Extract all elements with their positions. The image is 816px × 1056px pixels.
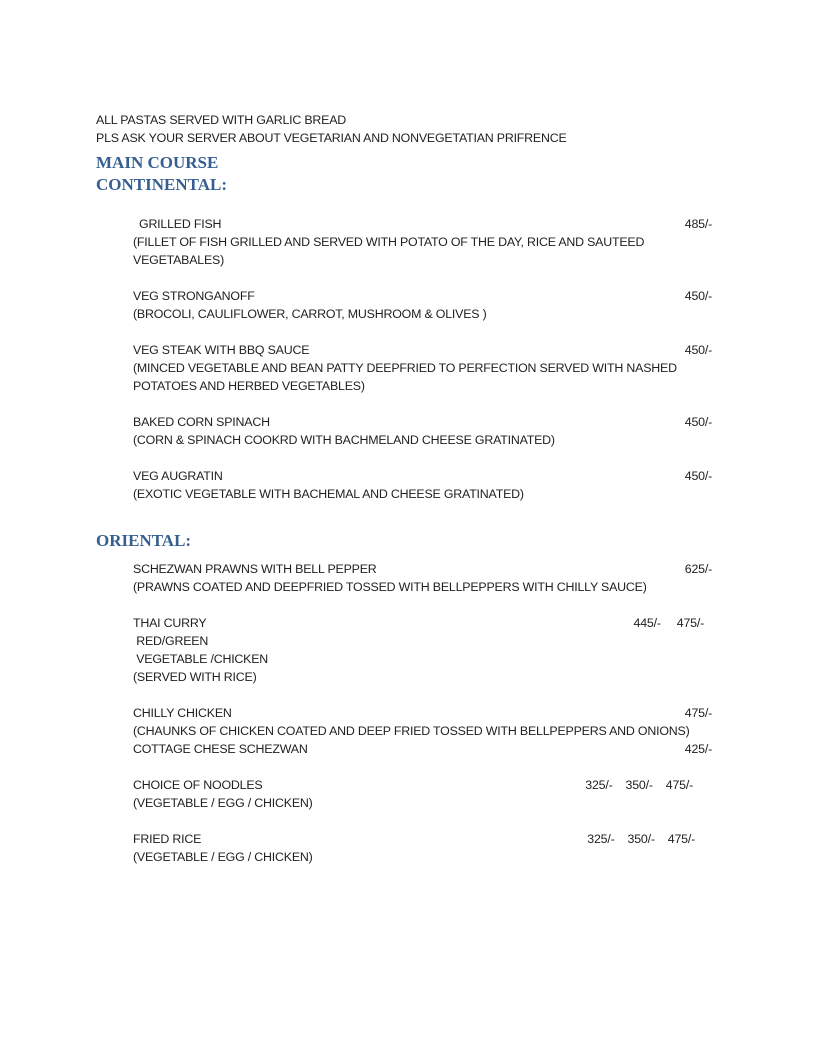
menu-item	[133, 467, 712, 503]
menu-item	[133, 341, 712, 395]
item-name: VEG STEAK WITH BBQ SAUCE	[133, 343, 310, 357]
note-line: ALL PASTAS SERVED WITH GARLIC BREAD	[96, 113, 347, 127]
item-price: 325/-	[585, 778, 613, 792]
item-price: 625/-	[684, 562, 712, 576]
item-description: (VEGETABLE / EGG / CHICKEN)	[133, 850, 313, 864]
item-description: (PRAWNS COATED AND DEEPFRIED TOSSED WITH BELLPEPPERS WITH CHILLY SAUCE)	[133, 580, 647, 594]
menu-item	[133, 287, 712, 323]
heading-oriental: ORIENTAL:	[96, 531, 192, 550]
oriental-section	[96, 560, 712, 866]
item-price: 350/-	[625, 778, 653, 792]
item-price: 475/-	[684, 706, 712, 720]
item-price: 475/-	[667, 832, 695, 846]
item-price: 450/-	[684, 343, 712, 357]
item-description: (FILLET OF FISH GRILLED AND SERVED WITH POTATO OF THE DAY, RICE AND SAUTEED	[133, 235, 645, 249]
item-description: POTATOES AND HERBED VEGETABLES)	[133, 379, 365, 393]
heading-continental: CONTINENTAL:	[96, 175, 227, 194]
item-price: 485/-	[684, 217, 712, 231]
item-description: (CORN & SPINACH COOKRD WITH BACHMELAND CHEESE GRATINATED)	[133, 433, 555, 447]
item-description: RED/GREEN	[133, 634, 209, 648]
menu-item	[133, 776, 712, 812]
item-price: 475/-	[665, 778, 693, 792]
continental-section	[96, 215, 712, 503]
item-name: CHOICE OF NOODLES	[133, 778, 263, 792]
item-price: 450/-	[684, 415, 712, 429]
item-description: (CHAUNKS OF CHICKEN COATED AND DEEP FRIED TOSSED WITH BELLPEPPERS AND ONIONS)	[133, 724, 690, 738]
menu-item	[133, 614, 712, 686]
heading-main-course: MAIN COURSE	[96, 153, 219, 172]
menu-item	[133, 830, 712, 866]
item-price: 350/-	[627, 832, 655, 846]
note-line: PLS ASK YOUR SERVER ABOUT VEGETARIAN AND NONVEGETATIAN PRIFRENCE	[96, 131, 567, 145]
item-description: (VEGETABLE / EGG / CHICKEN)	[133, 796, 313, 810]
item-name: GRILLED FISH	[139, 217, 222, 231]
menu-item	[133, 413, 712, 449]
item-name: FRIED RICE	[133, 832, 202, 846]
item-name: SCHEZWAN PRAWNS WITH BELL PEPPER	[133, 562, 377, 576]
menu-item	[133, 704, 712, 758]
item-description: (SERVED WITH RICE)	[133, 670, 257, 684]
item-description: (MINCED VEGETABLE AND BEAN PATTY DEEPFRIED TO PERFECTION SERVED WITH NASHED	[133, 361, 677, 375]
item-price: 450/-	[684, 289, 712, 303]
item-price: 450/-	[684, 469, 712, 483]
item-name: THAI CURRY	[133, 616, 207, 630]
item-name: VEG STRONGANOFF	[133, 289, 255, 303]
item-description: VEGETABLE /CHICKEN	[133, 652, 269, 666]
item-description: (BROCOLI, CAULIFLOWER, CARROT, MUSHROOM & OLIVES )	[133, 307, 487, 321]
item-price: 475/-	[676, 616, 704, 630]
menu-item	[133, 560, 712, 596]
menu-item	[133, 215, 712, 269]
item-description: (EXOTIC VEGETABLE WITH BACHEMAL AND CHEESE GRATINATED)	[133, 487, 524, 501]
item-price: 325/-	[587, 832, 615, 846]
item-price: 445/-	[633, 616, 661, 630]
item-name: VEG AUGRATIN	[133, 469, 223, 483]
item-name: CHILLY CHICKEN	[133, 706, 232, 720]
item-price: 425/-	[684, 742, 712, 756]
item-name: COTTAGE CHESE SCHEZWAN	[133, 742, 308, 756]
item-name: BAKED CORN SPINACH	[133, 415, 270, 429]
item-description: VEGETABALES)	[133, 253, 225, 267]
